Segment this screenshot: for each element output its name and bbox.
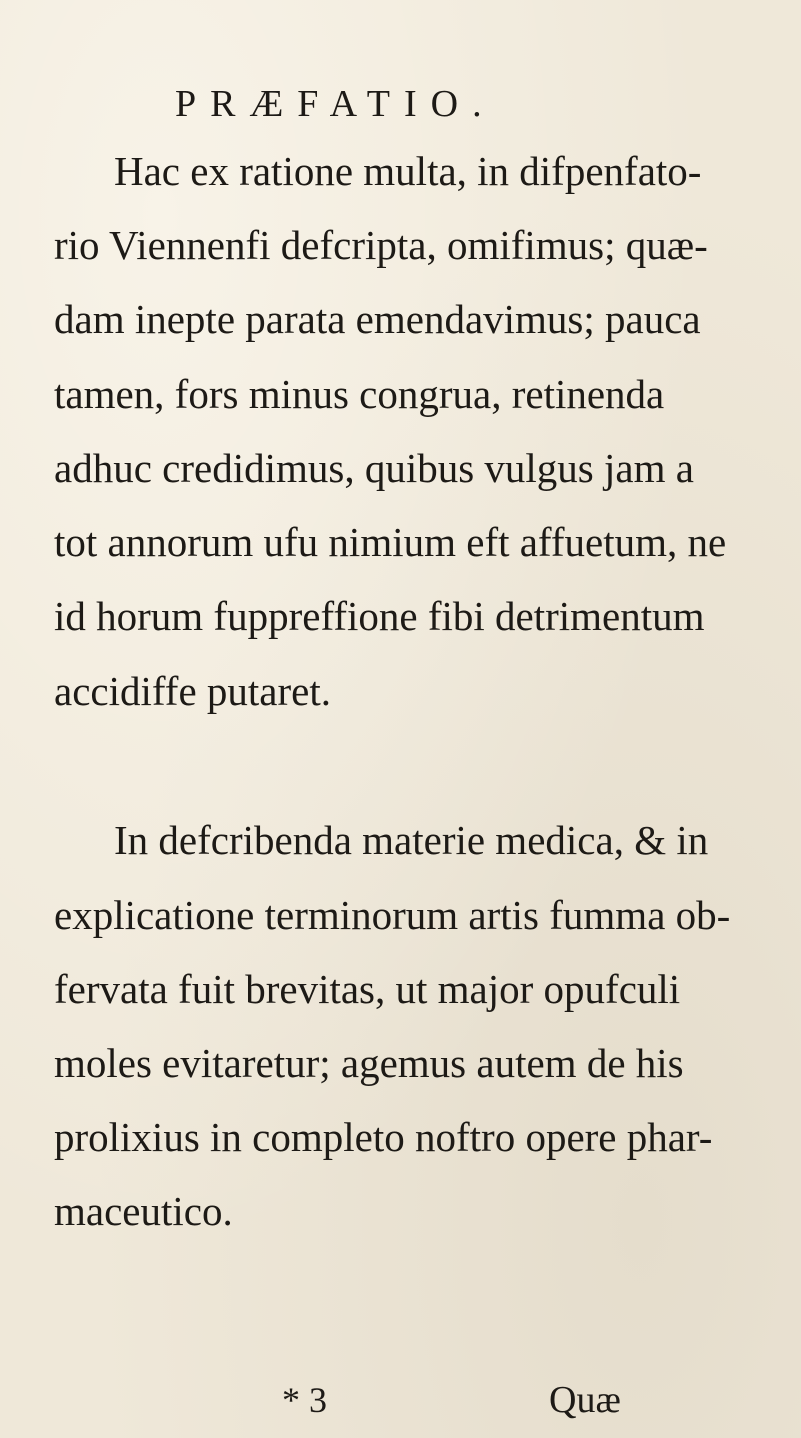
page-heading: PRÆFATIO. [175, 83, 496, 125]
text-line-3: dam inepte parata emendavimus; pauca [54, 296, 701, 342]
text-line-2: rio Viennenfi defcripta, omifimus; quæ- [54, 222, 708, 268]
text-line-14: maceutico. [54, 1188, 233, 1234]
text-line-8: accidiffe putaret. [54, 668, 331, 714]
text-line-5: adhuc credidimus, quibus vulgus jam a [54, 445, 694, 491]
text-line-12: moles evitaretur; agemus autem de his [54, 1040, 684, 1086]
catchword: Quæ [549, 1379, 621, 1421]
text-line-4: tamen, fors minus congrua, retinenda [54, 371, 665, 417]
text-line-9: In defcribenda materie medica, & in [114, 817, 709, 863]
signature-mark: * 3 [282, 1380, 327, 1420]
text-line-11: fervata fuit brevitas, ut major opufculi [54, 966, 681, 1012]
text-line-7: id horum fuppreffione fibi detrimentum [54, 593, 705, 639]
text-line-10: explicatione terminorum artis fumma ob- [54, 892, 731, 938]
text-line-1: Hac ex ratione multa, in difpenfato- [114, 148, 702, 194]
text-line-13: prolixius in completo noftro opere phar- [54, 1114, 713, 1160]
text-line-6: tot annorum ufu nimium eft affuetum, ne [54, 519, 727, 565]
